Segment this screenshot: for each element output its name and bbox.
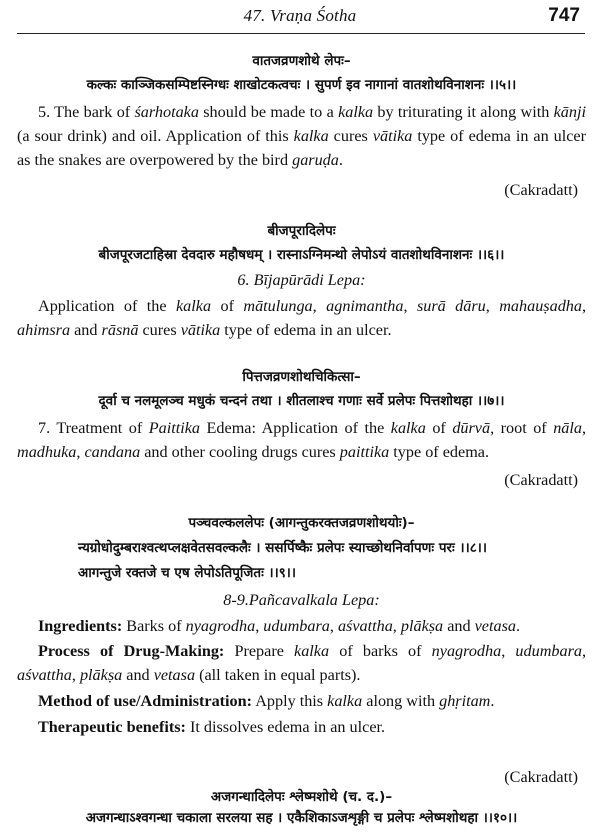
page-number: 747 bbox=[548, 5, 580, 26]
citation-5: (Cakradatt) bbox=[504, 181, 578, 199]
running-header-title: 47. Vraṇa Śotha bbox=[243, 6, 357, 25]
sanskrit-heading-8-9: पञ्चवल्कललेपः (आगन्तुकरक्तजव्रणशोथयोः)– bbox=[188, 515, 415, 531]
sanskrit-heading-5: वातजव्रणशोथे लेपः– bbox=[252, 53, 351, 69]
sanskrit-verse-6: बीजपूरजटाहिस्रा देवदारु महौषधम् । रास्नाऽग्निमन्थो लेपोऽयं वातशोथविनाशनः ।।६।। bbox=[98, 247, 505, 263]
citation-8-9: (Cakradatt) bbox=[504, 768, 578, 786]
sanskrit-verse-5: कल्कः काञ्जिकसम्पिष्टस्निग्धः शाखोटकत्वचः । सुपर्ण इव नागानां वातशोथविनाशनः ।।५।। bbox=[86, 77, 517, 93]
section-title-8-9: 8-9.Pañcavalkala Lepa: bbox=[223, 591, 380, 609]
citation-7: (Cakradatt) bbox=[504, 471, 578, 489]
sanskrit-heading-10: अजगन्धादिलेपः श्लेष्मशोथे (च. द.)– bbox=[210, 789, 393, 805]
ingredients-paragraph: Ingredients: Barks of nyagrodha, udumbara, aśvattha, plākṣa and vetasa. bbox=[38, 617, 521, 635]
sanskrit-verse-9: आगन्तुजे रक्तजे च एष लेपोऽतिपूजितः ।।९।। bbox=[78, 565, 296, 581]
benefits-label: Therapeutic benefits: bbox=[38, 718, 186, 736]
method-label: Method of use/Administration: bbox=[38, 692, 253, 710]
translation-5: 5. The bark of śarhotaka should be made to a kalka by triturating it along with kānji (a sour drink) and oil. Application of this kalka cures vātika type of edema in an ulcer as the snakes are overpowered by the bird garuḍa. bbox=[17, 103, 586, 169]
translation-6: Application of the kalka of mātulunga, agnimantha, surā dāru, mahauṣadha, ahimsra and rāsnā cures vātika type of edema in an ulcer. bbox=[17, 297, 587, 339]
sanskrit-verse-10: अजगन्धाऽश्वगन्धा चकाला सरलया सह । एकैशिकाऽजशृङ्गी च प्रलेपः श्लेष्मशोथहा ।।१०।। bbox=[85, 810, 518, 826]
sanskrit-verse-7: दूर्वा च नलमूलञ्च मधुकं चन्दनं तथा । शीतलाश्च गणाः सर्वे प्रलेपः पित्तशोथहा ।।७।। bbox=[98, 393, 505, 409]
method-paragraph: Method of use/Administration: Apply this kalka along with ghṛitam. bbox=[38, 692, 495, 710]
header-rule bbox=[17, 33, 585, 34]
process-paragraph: Process of Drug-Making: Prepare kalka of barks of nyagrodha, udumbara, aśvattha, plākṣa and vetasa (all taken in equal parts). bbox=[17, 642, 587, 684]
section-title-6: 6. Bījapūrādi Lepa: bbox=[237, 271, 366, 289]
sanskrit-verse-8: न्यग्रोधोदुम्बराश्वत्थप्लक्षवेतसवल्कलैः । ससर्पिष्कैः प्रलेपः स्याच्छोथनिर्वापणः परः ।।८।। bbox=[78, 540, 487, 556]
translation-7: 7. Treatment of Paittika Edema: Application of the kalka of dūrvā, root of nāla, madhuka, candana and other cooling drugs cures paittika type of edema. bbox=[17, 419, 587, 461]
benefits-paragraph: Therapeutic benefits: It dissolves edema in an ulcer. bbox=[38, 718, 386, 736]
sanskrit-heading-7: पित्तजव्रणशोथचिकित्सा– bbox=[242, 369, 361, 385]
process-label: Process of Drug-Making: bbox=[38, 642, 225, 660]
ingredients-label: Ingredients: bbox=[38, 617, 123, 635]
sanskrit-heading-6: बीजपूरादिलेपः bbox=[267, 223, 336, 239]
